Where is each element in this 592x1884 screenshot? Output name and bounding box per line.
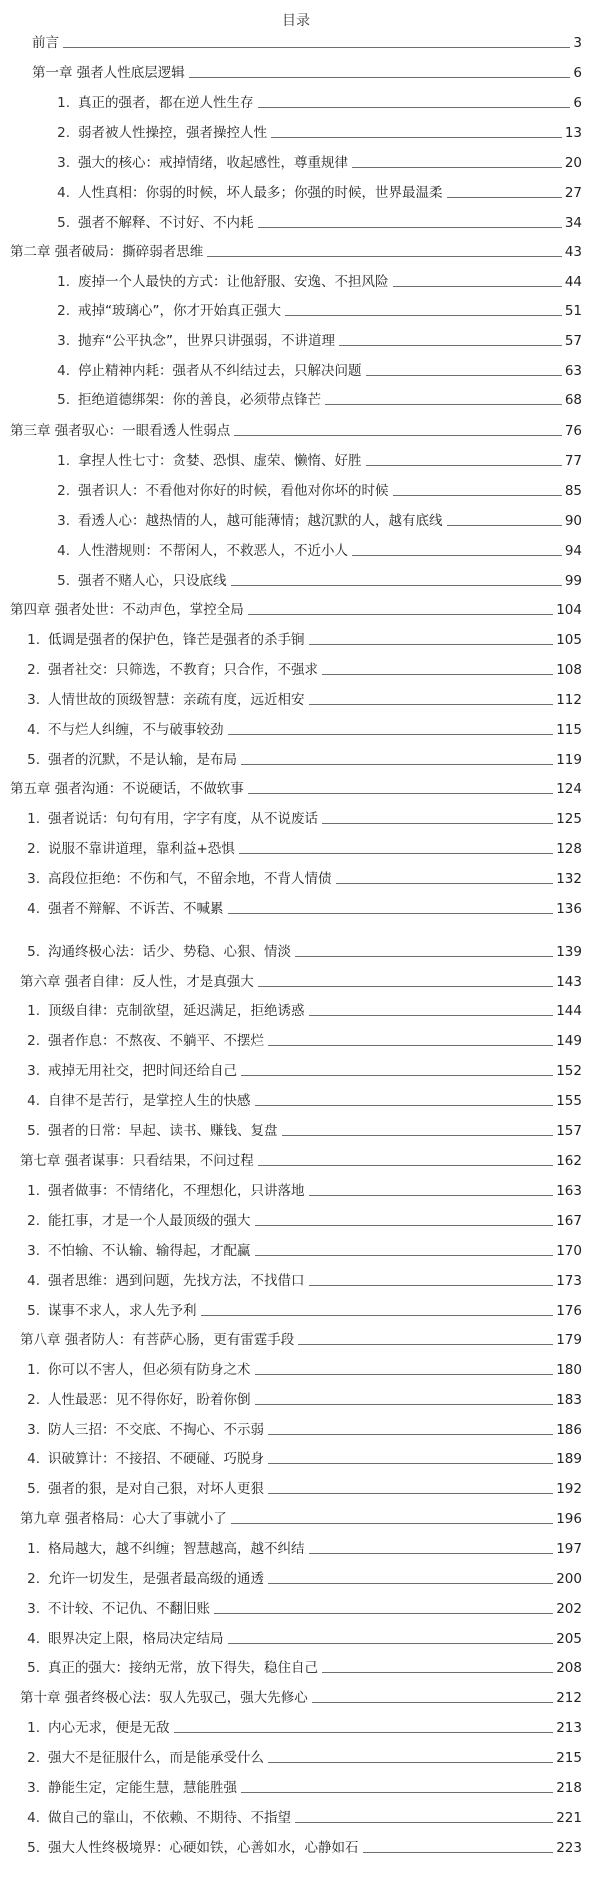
toc-leader-line [309,644,554,645]
toc-page-number: 115 [556,722,582,738]
toc-item-row[interactable] [22,804,582,828]
toc-leader-line [255,1404,554,1405]
toc-item-title: 人情世故的顶级智慧：亲疏有度，远近相安 [48,692,305,708]
toc-leader-line [309,1553,554,1554]
toc-page-number: 213 [556,1720,582,1736]
toc-item-number: 5. [27,1481,40,1497]
toc-item-row[interactable] [22,1653,582,1677]
toc-page-number: 155 [556,1093,582,1109]
toc-page-number: 167 [556,1213,582,1229]
toc-item-number: 1. [27,1541,40,1557]
toc-item-row[interactable] [22,864,582,888]
toc-chapter-row[interactable] [20,1504,582,1528]
toc-item-number: 4. [27,901,40,917]
toc-leader-line [228,913,554,914]
toc-item-title: 不怕输、不认输、输得起，才配赢 [48,1243,251,1259]
toc-title: 目录 [282,13,310,29]
toc-page-number: 6 [573,65,582,81]
toc-page-number: 149 [556,1033,582,1049]
toc-page-number: 173 [556,1273,582,1289]
toc-page-number: 43 [564,244,582,260]
toc-item-row[interactable] [22,655,582,679]
toc-item-row[interactable] [22,1086,582,1110]
toc-item-row[interactable] [22,1266,582,1290]
toc-item-row[interactable] [22,1236,582,1260]
toc-leader-line [447,525,562,526]
toc-item-number: 4. [57,363,70,379]
toc-item-number: 2. [27,1392,40,1408]
toc-item-row[interactable] [22,1474,582,1498]
toc-page-number: 68 [564,392,582,408]
toc-chapter-row[interactable] [10,774,582,798]
toc-page-number: 77 [564,453,582,469]
toc-page-number: 94 [564,543,582,559]
toc-item-row[interactable] [22,1026,582,1050]
toc-item-row[interactable] [22,1743,582,1767]
toc-leader-line [447,197,562,198]
toc-item-title: 人性潜规则：不帮闲人，不救恶人，不近小人 [78,543,348,559]
toc-item-title: 拒绝道德绑架：你的善良，必须带点锋芒 [78,392,321,408]
toc-item-row[interactable] [22,685,582,709]
toc-item-number: 3. [27,1780,40,1796]
toc-page-number: 170 [556,1243,582,1259]
toc-item-title: 谋事不求人，求人先予利 [48,1303,197,1319]
toc-item-number: 1. [27,1720,40,1736]
toc-page-number: 13 [564,125,582,141]
toc-item-row[interactable] [22,996,582,1020]
toc-chapter-row[interactable] [20,967,582,991]
toc-leader-line [231,585,562,586]
toc-item-row[interactable] [52,566,582,590]
toc-leader-line [228,734,554,735]
toc-chapter-title: 第八章 强者防人：有菩萨心肠，更有雷霆手段 [20,1332,295,1348]
toc-leader-line [268,1463,553,1464]
toc-item-number: 5. [27,752,40,768]
toc-item-number: 3. [27,1601,40,1617]
toc-page-number: 196 [556,1511,582,1527]
toc-item-title: 你可以不害人，但必须有防身之术 [48,1362,251,1378]
toc-item-number: 1. [57,274,70,290]
toc-item-row[interactable] [52,296,582,320]
toc-page-number: 125 [556,811,582,827]
toc-page-number: 85 [564,483,582,499]
toc-item-number: 3. [27,1063,40,1079]
toc-chapter-title: 前言 [32,35,59,51]
toc-leader-line [258,986,553,987]
toc-chapter-row[interactable] [20,1683,582,1707]
toc-item-number: 1. [27,1003,40,1019]
toc-item-title: 强者的狠，是对自己狠，对坏人更狠 [48,1481,264,1497]
toc-chapter-row[interactable] [20,1146,582,1170]
toc-item-row[interactable] [22,1206,582,1230]
toc-item-number: 4. [57,543,70,559]
toc-item-number: 3. [57,155,70,171]
toc-leader-line [228,1643,554,1644]
toc-item-row[interactable] [22,1116,582,1140]
toc-chapter-title: 第二章 强者破局：撕碎弱者思维 [10,244,204,260]
toc-item-number: 2. [57,125,70,141]
toc-chapter-title: 第九章 强者格局：心大了事就小了 [20,1511,227,1527]
toc-item-title: 能扛事，才是一个人最顶级的强大 [48,1213,251,1229]
toc-page-number: 104 [556,602,582,618]
toc-item-row[interactable] [22,1564,582,1588]
toc-leader-line [255,1374,554,1375]
toc-page-number: 132 [556,871,582,887]
toc-leader-line [325,404,562,405]
toc-leader-line [231,1523,553,1524]
toc-item-title: 内心无求，便是无敌 [48,1720,170,1736]
toc-chapter-title: 第一章 强者人性底层逻辑 [32,65,185,81]
toc-item-title: 低调是强者的保护色，锋芒是强者的杀手锏 [48,632,305,648]
toc-chapter-title: 第十章 强者终极心法：驭人先驭己，强大先修心 [20,1690,308,1706]
toc-leader-line [309,704,554,705]
toc-chapter-row[interactable] [10,595,582,619]
toc-item-row[interactable] [52,208,582,232]
toc-item-title: 不与烂人纠缠，不与破事较劲 [48,722,224,738]
toc-item-number: 3. [57,513,70,529]
toc-item-title: 戒掉无用社交，把时间还给自己 [48,1063,237,1079]
toc-item-row[interactable] [22,894,582,918]
toc-leader-line [207,256,562,257]
toc-page-number: 20 [564,155,582,171]
toc-leader-line [268,1045,553,1046]
toc-leader-line [63,47,570,48]
toc-item-number: 1. [57,95,70,111]
toc-item-row[interactable] [22,625,582,649]
toc-page-number: 212 [556,1690,582,1706]
toc-leader-line [255,1225,554,1226]
toc-item-title: 说服不靠讲道理，靠利益+恐惧 [48,841,235,857]
toc-leader-line [258,107,571,108]
toc-item-number: 1. [27,1362,40,1378]
toc-leader-line [239,853,553,854]
toc-leader-line [322,1672,553,1673]
toc-item-number: 1. [27,632,40,648]
toc-item-row[interactable] [22,1624,582,1648]
toc-leader-line [258,227,562,228]
toc-chapter-title: 第三章 强者驭心：一眼看透人性弱点 [10,423,231,439]
toc-item-row[interactable] [22,1355,582,1379]
toc-item-row[interactable] [22,834,582,858]
toc-item-number: 2. [27,841,40,857]
toc-item-row[interactable] [22,1534,582,1558]
toc-item-number: 4. [27,1451,40,1467]
toc-item-title: 真正的强大：接纳无常，放下得失，稳住自己 [48,1660,318,1676]
toc-page-number: 51 [564,303,582,319]
toc-leader-line [201,1315,554,1316]
toc-page-number: 176 [556,1303,582,1319]
toc-page-number: 157 [556,1123,582,1139]
toc-leader-line [285,315,562,316]
toc-page-number: 192 [556,1481,582,1497]
toc-page-number: 197 [556,1541,582,1557]
toc-item-title: 弱者被人性操控，强者操控人性 [78,125,267,141]
toc-page-number: 90 [564,513,582,529]
toc-leader-line [295,1822,553,1823]
toc-item-title: 强者不解释、不讨好、不内耗 [78,215,254,231]
toc-item-row[interactable] [52,267,582,291]
toc-item-number: 3. [57,333,70,349]
toc-item-number: 5. [27,1123,40,1139]
toc-item-row[interactable] [22,745,582,769]
toc-item-number: 5. [57,392,70,408]
toc-item-number: 1. [27,1183,40,1199]
toc-item-row[interactable] [22,1594,582,1618]
toc-leader-line [336,883,554,884]
toc-page-number: 144 [556,1003,582,1019]
toc-leader-line [352,167,562,168]
toc-page-number: 63 [564,363,582,379]
toc-page-number: 105 [556,632,582,648]
toc-item-number: 5. [27,1840,40,1856]
toc-page-number: 3 [573,35,582,51]
toc-item-row[interactable] [22,1415,582,1439]
toc-item-row[interactable] [22,1176,582,1200]
toc-page-number: 180 [556,1362,582,1378]
toc-page-number: 152 [556,1063,582,1079]
toc-item-row[interactable] [52,446,582,470]
toc-item-number: 3. [27,692,40,708]
toc-leader-line [393,495,562,496]
toc-item-number: 2. [27,1750,40,1766]
toc-item-number: 4. [27,1810,40,1826]
toc-item-title: 拿捏人性七寸：贪婪、恐惧、虚荣、懒惰、好胜 [78,453,362,469]
toc-leader-line [366,465,562,466]
toc-item-row[interactable] [52,326,582,350]
toc-page-number: 163 [556,1183,582,1199]
toc-item-number: 5. [57,215,70,231]
toc-item-title: 不计较、不记仇、不翻旧账 [48,1601,210,1617]
toc-leader-line [322,674,553,675]
toc-item-title: 顶级自律：克制欲望，延迟满足，拒绝诱惑 [48,1003,305,1019]
toc-page-number: 128 [556,841,582,857]
toc-item-row[interactable] [52,506,582,530]
toc-item-title: 静能生定，定能生慧，慧能胜强 [48,1780,237,1796]
toc-page-number: 44 [564,274,582,290]
toc-page-number: 202 [556,1601,582,1617]
toc-item-number: 5. [27,1303,40,1319]
toc-item-number: 2. [57,303,70,319]
toc-chapter-row[interactable] [10,237,582,261]
toc-page-number: 162 [556,1153,582,1169]
toc-item-row[interactable] [52,385,582,409]
toc-chapter-row[interactable] [10,416,582,440]
toc-item-title: 强大的核心：戒掉情绪，收起感性，尊重规律 [78,155,348,171]
toc-page-number: 99 [564,573,582,589]
toc-item-row[interactable] [22,1713,582,1737]
toc-leader-line [352,555,562,556]
toc-page-number: 143 [556,974,582,990]
toc-page-number: 221 [556,1810,582,1826]
toc-page-number: 186 [556,1422,582,1438]
toc-item-row[interactable] [52,536,582,560]
toc-leader-line [189,77,571,78]
toc-item-title: 强者识人：不看他对你好的时候，看他对你坏的时候 [78,483,389,499]
toc-leader-line [258,1165,553,1166]
toc-item-number: 2. [27,1213,40,1229]
toc-item-number: 3. [27,1243,40,1259]
toc-item-row[interactable] [22,937,582,961]
toc-leader-line [366,375,562,376]
toc-item-title: 强者不辩解、不诉苦、不喊累 [48,901,224,917]
toc-chapter-row[interactable] [32,28,582,52]
toc-leader-line [339,345,562,346]
toc-page-number: 200 [556,1571,582,1587]
toc-item-title: 强者不赌人心，只设底线 [78,573,227,589]
toc-leader-line [248,614,553,615]
toc-item-number: 5. [27,1660,40,1676]
toc-item-number: 2. [27,1033,40,1049]
toc-chapter-row[interactable] [32,58,582,82]
toc-page-number: 218 [556,1780,582,1796]
toc-item-number: 5. [27,944,40,960]
toc-leader-line [309,1195,554,1196]
toc-item-number: 2. [27,1571,40,1587]
toc-leader-line [268,1762,553,1763]
toc-chapter-title: 第五章 强者沟通：不说硬话，不做软事 [10,781,244,797]
toc-item-number: 4. [27,722,40,738]
toc-leader-line [268,1493,553,1494]
toc-item-title: 格局越大，越不纠缠；智慧越高，越不纠结 [48,1541,305,1557]
toc-leader-line [174,1732,554,1733]
toc-item-title: 做自己的靠山，不依赖、不期待、不指望 [48,1810,291,1826]
toc-item-row[interactable] [22,1833,582,1857]
toc-page-number: 136 [556,901,582,917]
toc-item-row[interactable] [22,1803,582,1827]
toc-chapter-title: 第四章 强者处世：不动声色，掌控全局 [10,602,244,618]
toc-item-title: 看透人心：越热情的人，越可能薄情；越沉默的人，越有底线 [78,513,443,529]
toc-chapter-title: 第七章 强者谋事：只看结果，不问过程 [20,1153,254,1169]
toc-item-row[interactable] [52,356,582,380]
toc-item-number: 2. [27,662,40,678]
toc-page-number: 223 [556,1840,582,1856]
toc-leader-line [255,1255,554,1256]
toc-item-number: 1. [57,453,70,469]
toc-item-number: 5. [57,573,70,589]
toc-leader-line [214,1613,553,1614]
toc-page-number: 27 [564,185,582,201]
toc-item-title: 强者的沉默，不是认输，是布局 [48,752,237,768]
toc-leader-line [271,137,562,138]
toc-leader-line [248,793,553,794]
toc-item-number: 4. [57,185,70,201]
toc-item-title: 戒掉“玻璃心”，你才开始真正强大 [78,303,281,319]
toc-leader-line [241,1792,553,1793]
toc-page-number: 208 [556,1660,582,1676]
toc-page-number: 108 [556,662,582,678]
toc-chapter-title: 第六章 强者自律：反人性，才是真强大 [20,974,254,990]
toc-item-title: 强者做事：不情绪化，不理想化，只讲落地 [48,1183,305,1199]
toc-item-row[interactable] [22,1385,582,1409]
toc-page-number: 139 [556,944,582,960]
toc-item-number: 3. [27,871,40,887]
toc-item-number: 4. [27,1093,40,1109]
toc-leader-line [241,1075,553,1076]
toc-item-row[interactable] [52,476,582,500]
toc-item-row[interactable] [22,1773,582,1797]
toc-item-row[interactable] [22,715,582,739]
toc-page-number: 124 [556,781,582,797]
toc-item-number: 2. [57,483,70,499]
toc-page-number: 76 [564,423,582,439]
toc-leader-line [312,1702,553,1703]
toc-item-number: 4. [27,1631,40,1647]
toc-item-row[interactable] [52,148,582,172]
toc-leader-line [309,1015,554,1016]
toc-item-row[interactable] [22,1444,582,1468]
toc-item-title: 抛弃“公平执念”，世界只讲强弱，不讲道理 [78,333,335,349]
toc-item-title: 人性最恶：见不得你好，盼着你倒 [48,1392,251,1408]
toc-item-title: 识破算计：不接招、不硬碰、巧脱身 [48,1451,264,1467]
toc-item-title: 真正的强者，都在逆人性生存 [78,95,254,111]
toc-leader-line [309,1285,554,1286]
toc-page-number: 119 [556,752,582,768]
toc-leader-line [241,764,553,765]
toc-item-number: 3. [27,1422,40,1438]
toc-leader-line [234,435,562,436]
toc-chapter-row[interactable] [20,1325,582,1349]
toc-item-title: 沟通终极心法：话少、势稳、心狠、情淡 [48,944,291,960]
toc-page-number: 183 [556,1392,582,1408]
toc-item-title: 强者思维：遇到问题，先找方法，不找借口 [48,1273,305,1289]
toc-item-row[interactable] [52,178,582,202]
toc-leader-line [363,1852,554,1853]
toc-item-title: 自律不是苦行，是掌控人生的快感 [48,1093,251,1109]
toc-leader-line [268,1583,553,1584]
toc-item-title: 停止精神内耗：强者从不纠结过去，只解决问题 [78,363,362,379]
toc-item-number: 4. [27,1273,40,1289]
toc-page-number: 112 [556,692,582,708]
toc-item-title: 人性真相：你弱的时候，坏人最多；你强的时候，世界最温柔 [78,185,443,201]
toc-item-title: 高段位拒绝：不伤和气，不留余地，不背人情债 [48,871,332,887]
toc-item-title: 强大不是征服什么，而是能承受什么 [48,1750,264,1766]
toc-page-number: 34 [564,215,582,231]
toc-item-title: 强者的日常：早起、读书、赚钱、复盘 [48,1123,278,1139]
toc-leader-line [282,1135,554,1136]
toc-item-row[interactable] [52,88,582,112]
toc-page-number: 189 [556,1451,582,1467]
toc-page-number: 57 [564,333,582,349]
toc-page-number: 215 [556,1750,582,1766]
toc-item-title: 强大人性终极境界：心硬如铁，心善如水，心静如石 [48,1840,359,1856]
toc-leader-line [295,956,553,957]
toc-item-title: 强者说话：句句有用，字字有度，从不说废话 [48,811,318,827]
toc-leader-line [393,286,562,287]
toc-item-title: 防人三招：不交底、不掏心、不示弱 [48,1422,264,1438]
toc-item-title: 强者社交：只筛选，不教育；只合作，不强求 [48,662,318,678]
toc-item-row[interactable] [22,1296,582,1320]
toc-leader-line [268,1434,553,1435]
toc-page-number: 179 [556,1332,582,1348]
toc-item-title: 废掉一个人最快的方式：让他舒服、安逸、不担风险 [78,274,389,290]
toc-item-title: 强者作息：不熬夜、不躺平、不摆烂 [48,1033,264,1049]
toc-item-number: 1. [27,811,40,827]
toc-item-title: 眼界决定上限，格局决定结局 [48,1631,224,1647]
toc-leader-line [298,1344,553,1345]
toc-page-number: 6 [573,95,582,111]
toc-item-row[interactable] [52,118,582,142]
toc-leader-line [322,823,553,824]
toc-leader-line [255,1105,554,1106]
toc-page-number: 205 [556,1631,582,1647]
toc-item-title: 允许一切发生，是强者最高级的通透 [48,1571,264,1587]
toc-item-row[interactable] [22,1056,582,1080]
